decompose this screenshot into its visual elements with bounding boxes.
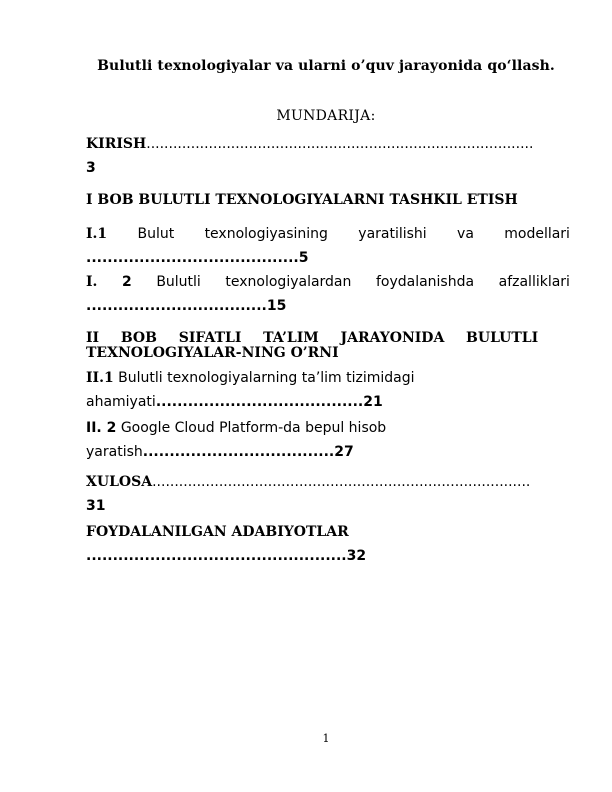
section-title-cont: yaratish xyxy=(86,444,143,460)
section-word: Bulut xyxy=(137,226,175,242)
page-number: 1 xyxy=(322,732,330,745)
section-word: yaratilishi xyxy=(358,226,427,242)
toc-page-number: 27 xyxy=(334,444,354,460)
toc-leader-dots: ....................................... xyxy=(155,394,364,410)
contents-heading: MUNDARIJA: xyxy=(276,108,376,124)
toc-entry-page-intro: 3 xyxy=(86,160,96,176)
section-word: afzalliklari xyxy=(498,274,570,290)
toc-entry-conclusion[interactable] xyxy=(86,474,570,490)
section-title: Google Cloud Platform-da bepul hisob xyxy=(120,420,387,436)
toc-entry-page-line-references xyxy=(86,548,570,564)
document-title: Bulutli texnologiyalar va ularni o’quv jarayonida qo‘llash. xyxy=(97,58,555,74)
chapter-word: JARAYONIDA xyxy=(340,330,445,346)
toc-entry-section-1-2[interactable] xyxy=(86,274,570,290)
toc-leader-dots: ..................................................................................... xyxy=(152,474,531,490)
section-word: va xyxy=(457,226,474,242)
section-title-cont: ahamiyati xyxy=(86,394,156,410)
toc-chapter-2[interactable] xyxy=(86,330,570,346)
toc-entry-page-line-1-1 xyxy=(86,250,570,266)
toc-entry-section-2-2[interactable] xyxy=(86,420,570,436)
toc-entry-page-line-1-2 xyxy=(86,298,570,314)
toc-entry-references[interactable]: FOYDALANILGAN ADABIYOTLAR xyxy=(86,524,349,540)
toc-chapter-1[interactable]: I BOB BULUTLI TEXNOLOGIYALARNI TASHKIL ETISH xyxy=(86,192,518,208)
toc-page-number: 21 xyxy=(363,394,383,410)
chapter-word: TA’LIM xyxy=(263,330,319,346)
toc-entry-page-line-2-2 xyxy=(86,444,570,460)
toc-leader-dots: ........................................ xyxy=(86,250,299,266)
toc-entry-page-conclusion: 31 xyxy=(86,498,106,514)
section-word: texnologiyasining xyxy=(204,226,328,242)
section-number: I. xyxy=(86,274,98,290)
section-word: Bulutli xyxy=(156,274,201,290)
toc-page-number: 5 xyxy=(298,250,309,266)
chapter-word: BOB xyxy=(120,330,157,346)
toc-leader-dots: ....................................................................................... xyxy=(146,136,534,152)
toc-entry-label: XULOSA xyxy=(86,474,153,490)
section-title: Bulutli texnologiyalarning ta’lim tizimidagi xyxy=(118,370,415,386)
spacer xyxy=(560,330,570,346)
toc-entry-label: KIRISH xyxy=(86,136,147,152)
toc-leader-dots: .................................... xyxy=(142,444,335,460)
toc-entry-section-2-1[interactable] xyxy=(86,370,570,386)
toc-leader-dots: .................................. xyxy=(86,298,267,314)
toc-page-number: 15 xyxy=(266,298,287,314)
toc-entry-page-line-2-1 xyxy=(86,394,570,410)
toc-entry-section-1-1[interactable] xyxy=(86,226,570,242)
toc-entry-intro[interactable] xyxy=(86,136,570,152)
toc-page-number: 32 xyxy=(346,548,367,564)
section-number: II. 2 xyxy=(86,420,117,436)
toc-chapter-2-line-2: TEXNOLOGIYALAR-NING O’RNI xyxy=(86,345,339,361)
section-word: texnologiyalardan xyxy=(225,274,352,290)
section-number: 2 xyxy=(122,274,132,290)
chapter-word: SIFATLI xyxy=(178,330,242,346)
chapter-word: BULUTLI xyxy=(466,330,539,346)
toc-leader-dots: ................................................. xyxy=(86,548,347,564)
section-number: I.1 xyxy=(86,226,108,242)
section-word: foydalanishda xyxy=(375,274,475,290)
chapter-word: II xyxy=(86,330,100,346)
section-number: II.1 xyxy=(86,370,114,386)
section-word: modellari xyxy=(504,226,570,242)
